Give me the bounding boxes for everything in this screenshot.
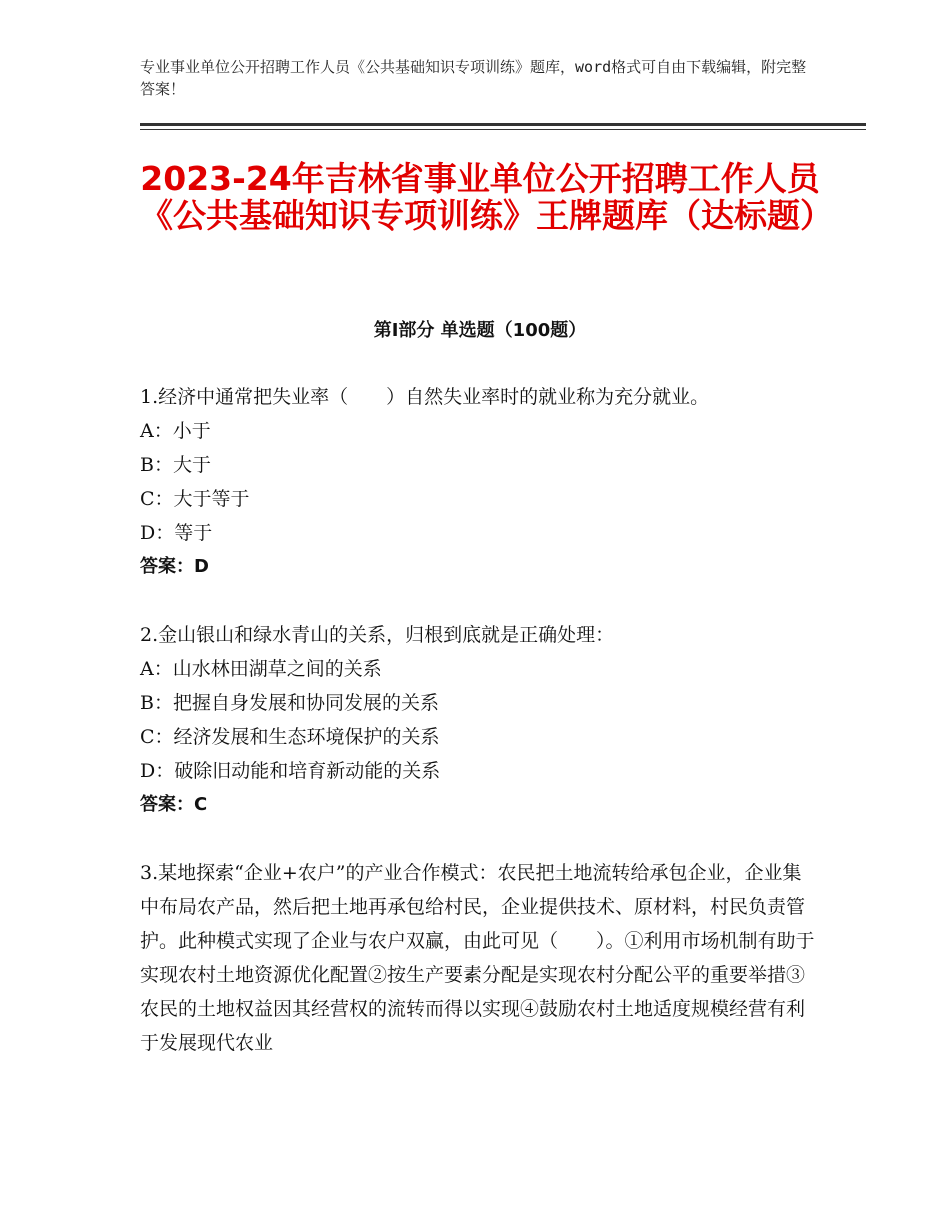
option-b: B：大于 [140,454,211,476]
section-title: 第Ⅰ部分 单选题（100题） [373,320,587,341]
answer: 答案：C [140,794,208,815]
header-divider-thin [140,129,866,130]
option-d: D：等于 [140,522,213,544]
option-c: C：大于等于 [140,488,250,510]
answer: 答案：D [140,556,209,577]
option-a: A：山水林田湖草之间的关系 [140,658,382,680]
question-1 [140,380,820,584]
question-3 [140,856,820,1060]
question-stem: 3.某地探索“企业+农户”的产业合作模式：农民把土地流转给承包企业，企业集中布局农产品，然后把土地再承包给村民，企业提供技术、原材料，村民负责管护。此种模式实现了企业与农户双赢，由此可见（ ）。①利用市场机制有助于实现农村土地资源优化配置②按生产要素分配是实现农村分配公平的重要举措③农民的土地权益因其经营权的流转而得以实现④鼓励农村土地适度规模经营有利于发展现代农业 [140,862,815,1054]
option-c: C：经济发展和生态环境保护的关系 [140,726,440,748]
header-divider-thick [140,123,866,126]
question-2 [140,618,820,822]
option-b: B：把握自身发展和协同发展的关系 [140,692,439,714]
question-stem: 1.经济中通常把失业率（ ）自然失业率时的就业称为充分就业。 [140,386,710,408]
option-d: D：破除旧动能和培育新动能的关系 [140,760,441,782]
document-title: 2023-24年吉林省事业单位公开招聘工作人员《公共基础知识专项训练》王牌题库（达标题） [140,159,833,235]
option-a: A：小于 [140,420,211,442]
header-note: 专业事业单位公开招聘工作人员《公共基础知识专项训练》题库，word格式可自由下载编辑，附完整答案！ [140,58,807,98]
question-stem: 2.金山银山和绿水青山的关系，归根到底就是正确处理： [140,624,615,646]
